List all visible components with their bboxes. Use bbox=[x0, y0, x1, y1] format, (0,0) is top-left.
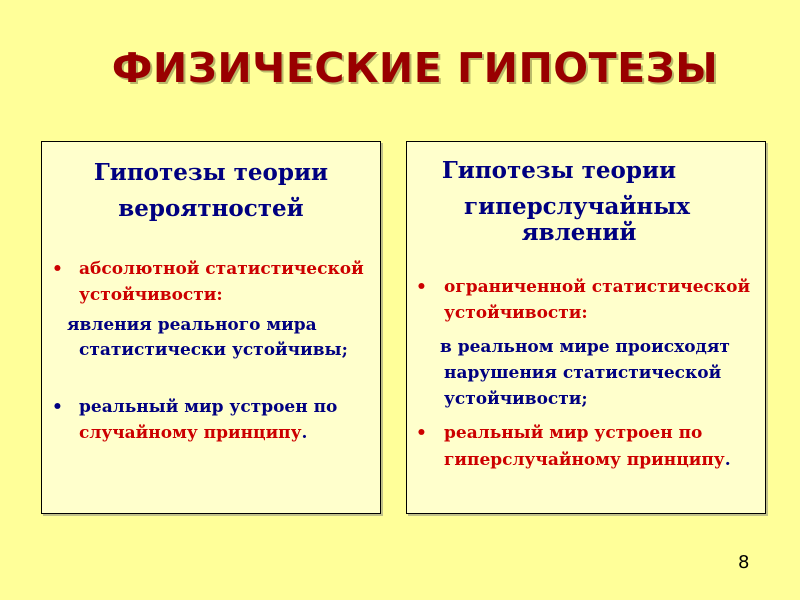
bullet-text: устойчивости: bbox=[79, 285, 223, 305]
bullet-icon: • bbox=[416, 277, 427, 297]
box-heading-line: явлений bbox=[521, 219, 637, 246]
sub-text: нарушения статистической bbox=[444, 363, 722, 383]
box-heading-line: гиперслучайных bbox=[463, 193, 691, 220]
bullet-icon: • bbox=[416, 423, 427, 443]
bullet-text: ограниченной статистической bbox=[444, 277, 751, 297]
slide-title: ФИЗИЧЕСКИЕ ГИПОТЕЗЫ bbox=[111, 44, 719, 92]
bullet-text: реальный мир устроен по bbox=[444, 423, 703, 443]
bullet-text-line bbox=[79, 420, 307, 447]
period: . bbox=[301, 423, 308, 443]
box-heading-line: Гипотезы теории bbox=[441, 157, 677, 184]
page-number: 8 bbox=[738, 552, 750, 573]
emphasis-text: случайному принципу bbox=[79, 423, 302, 443]
bullet-text-line bbox=[444, 447, 731, 474]
bullet-text: устойчивости: bbox=[444, 303, 588, 323]
emphasis-text: гиперслучайному принципу bbox=[444, 450, 725, 470]
sub-text: в реальном мире происходят bbox=[440, 337, 730, 357]
sub-text: устойчивости; bbox=[444, 389, 588, 409]
probability-theory-box bbox=[41, 141, 381, 514]
hyper-random-theory-box bbox=[406, 141, 766, 514]
bullet-text: реальный мир устроен по bbox=[79, 397, 338, 417]
period: . bbox=[724, 450, 731, 470]
bullet-icon: • bbox=[52, 397, 63, 417]
bullet-text: абсолютной статистической bbox=[79, 259, 364, 279]
box-heading-line: Гипотезы теории bbox=[93, 159, 329, 186]
bullet-icon: • bbox=[52, 259, 63, 279]
sub-text: статистически устойчивы; bbox=[79, 340, 348, 360]
sub-text: явления реального мира bbox=[67, 315, 317, 335]
box-heading-line: вероятностей bbox=[118, 195, 304, 222]
